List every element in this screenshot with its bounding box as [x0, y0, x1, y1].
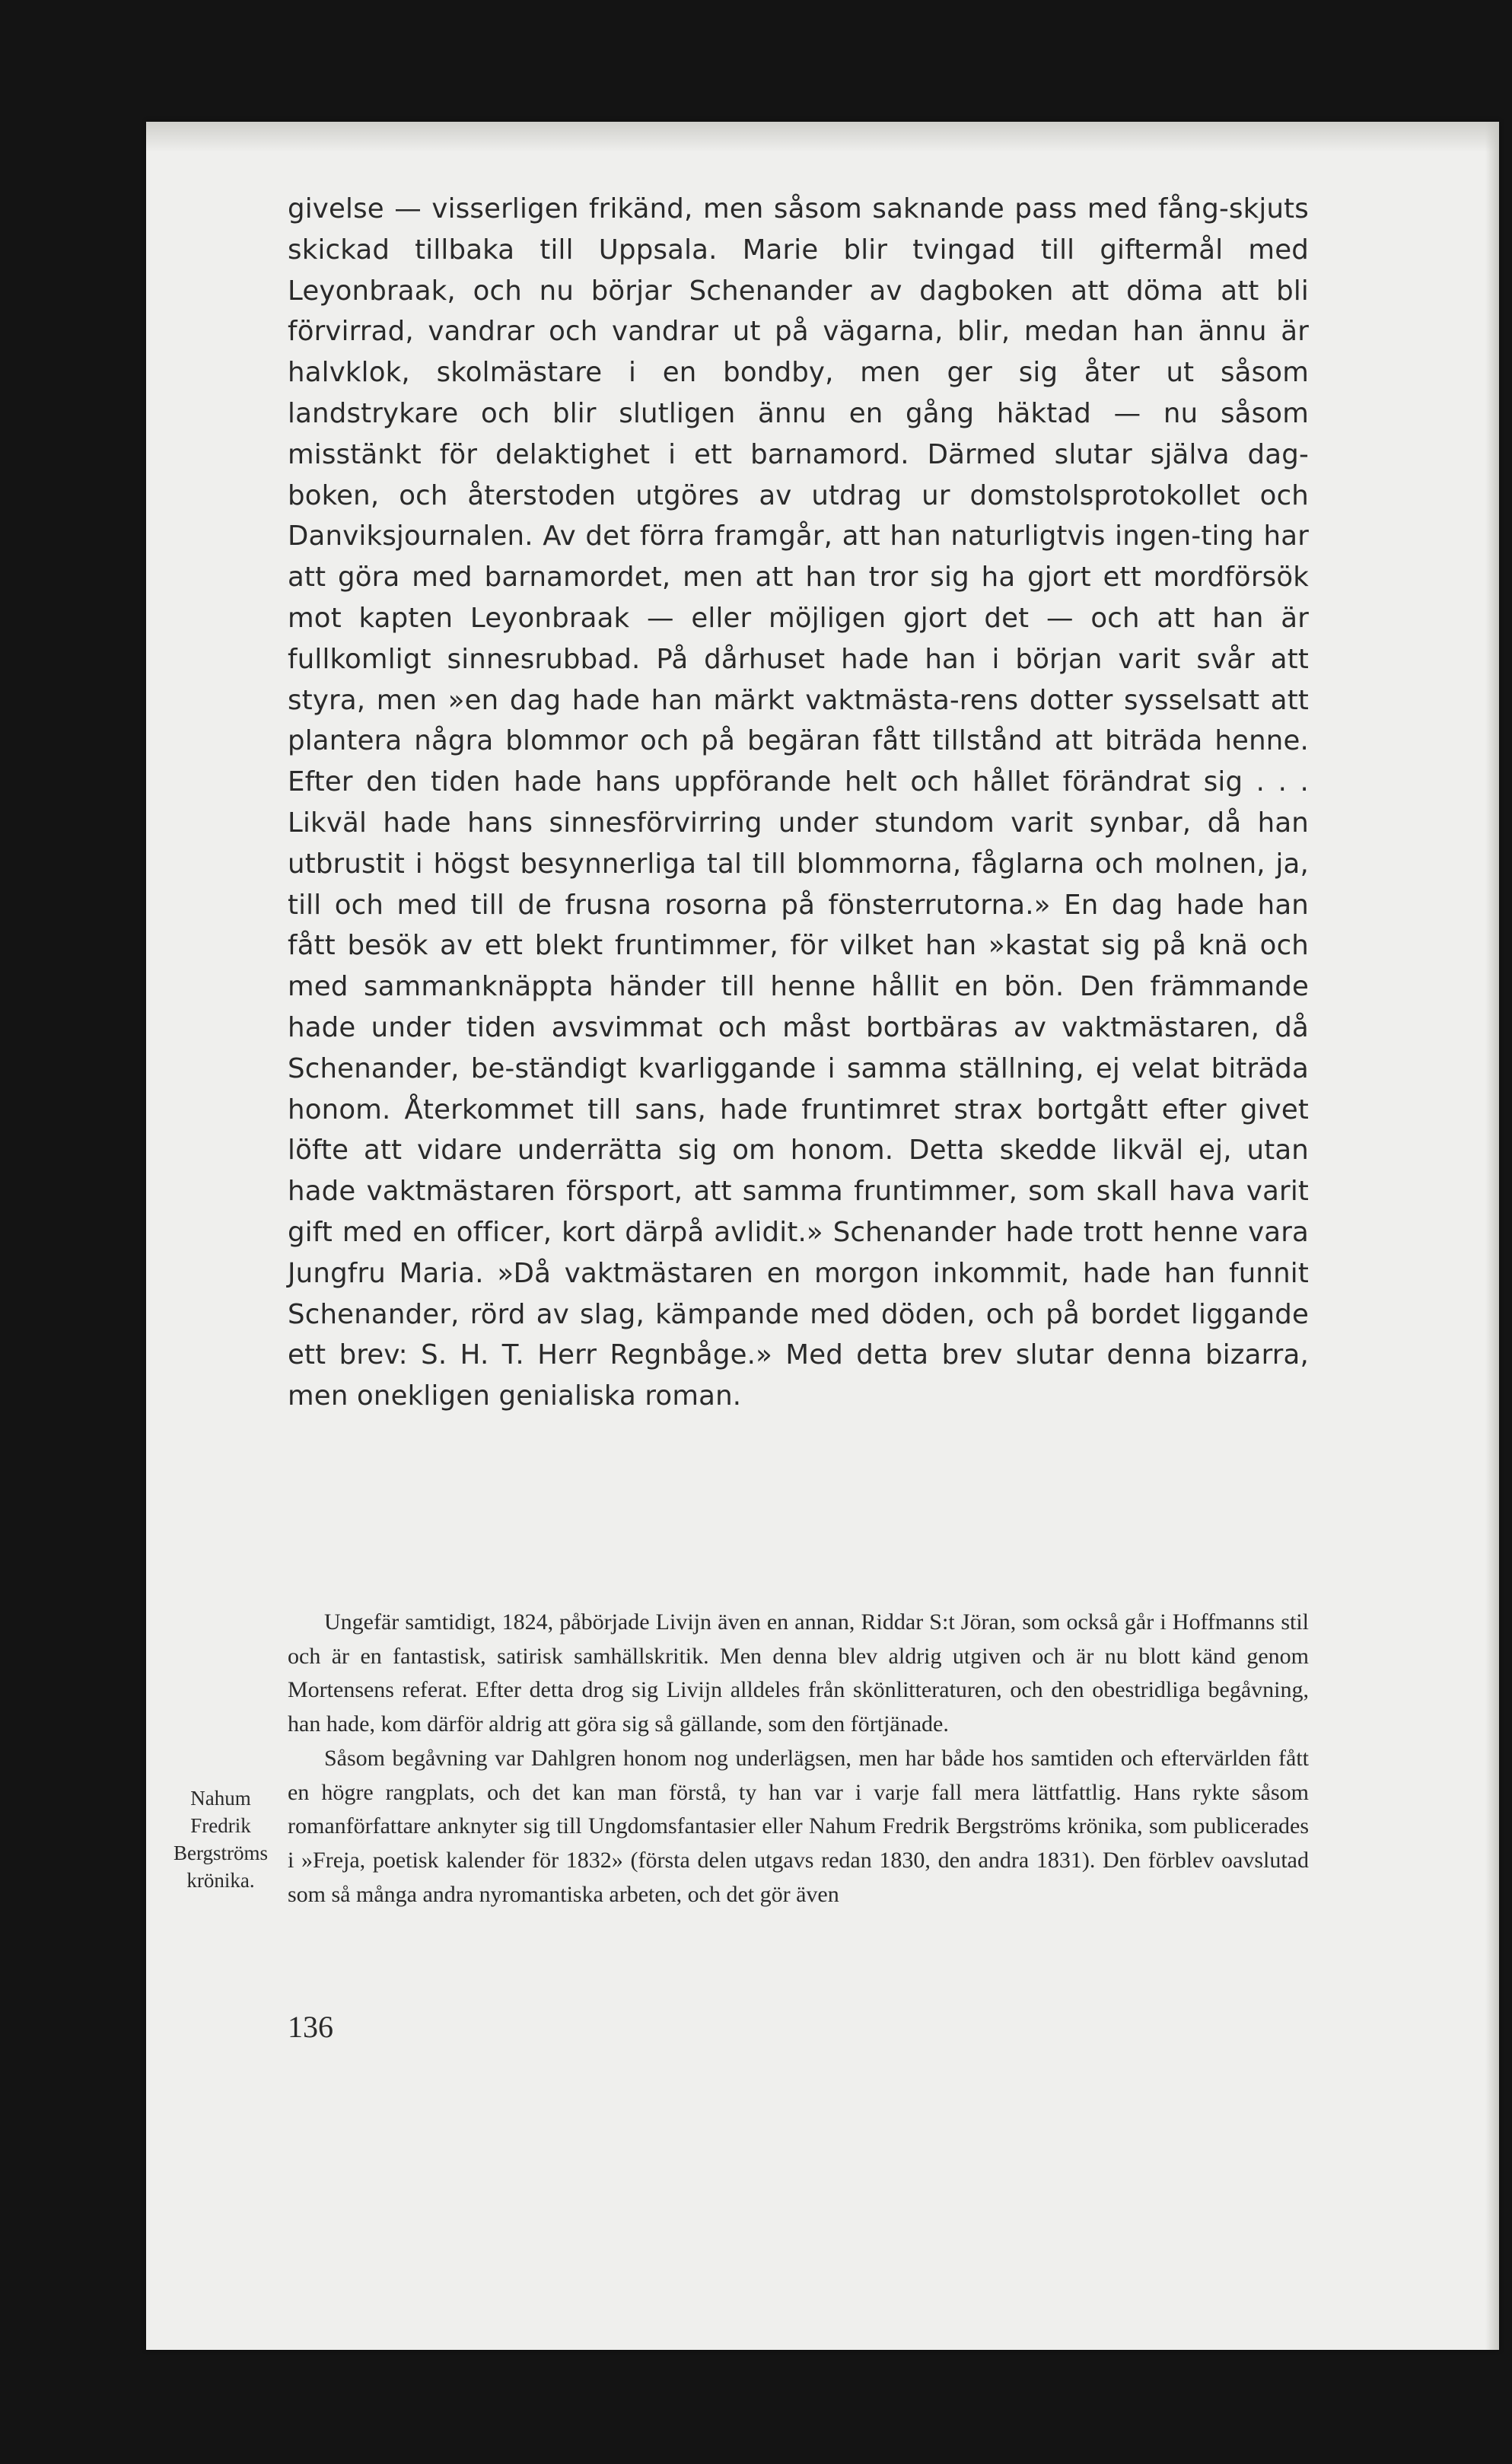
- small-paragraph-livijn: Ungefär samtidigt, 1824, påbörjade Livijn även en annan, Riddar S:t Jöran, som också går i Hoffmanns stil och är en fantastisk, satirisk samhällskritik. Men denna blev aldrig utgiven och är nu blott känd genom Mortensens referat. Efter detta drog sig Livijn alldeles från skönlitteraturen, och den obestridliga begåvning, han hade, kom därför aldrig att göra sig så gällande, som den förtjänade.: [288, 1609, 1309, 1737]
- small-text-block: [288, 1606, 1309, 1912]
- margin-note-line: Nahum: [190, 1787, 251, 1810]
- page-number: 136: [288, 2010, 333, 2044]
- main-paragraph: givelse — visserligen frikänd, men såsom saknande pass med fång-skjuts skickad tillbaka till Uppsala. Marie blir tvingad till giftermål med Leyonbraak, och nu börjar Schenander av dagboken att döma att bli förvirrad, vandrar och vandrar ut på vägarna, blir, medan han ännu är halvklok, skolmästare i en bondby, men ger sig åter ut såsom landstrykare och blir slutligen ännu en gång häktad — nu såsom misstänkt för delaktighet i ett barnamord. Därmed slutar själva dag-boken, och återstoden utgöres av utdrag ur domstolsprotokollet och Danviksjournalen. Av det förra framgår, att han naturligtvis ingen-ting har att göra med barnamordet, men att han tror sig ha gjort ett mordförsök mot kapten Leyonbraak — eller möjligen gjort det — och att han är fullkomligt sinnesrubbad. På dårhuset hade han i början varit svår att styra, men »en dag hade han märkt vaktmästa-rens dotter sysselsatt att plantera några blommor och på begäran fått tillstånd att biträda henne. Efter den tiden hade hans uppförande helt och hållet förändrat sig . . . Likväl hade hans sinnesförvirring under stundom varit synbar, då han utbrustit i högst besynnerliga tal till blommorna, fåglarna och molnen, ja, till och med till de frusna rosorna på fönsterrutorna.» En dag hade han fått besök av ett blekt fruntimmer, för vilket han »kastat sig på knä och med sammanknäppta händer till henne hållit en bön. Den främmande hade under tiden avsvimmat och måst bortbäras av vaktmästaren, då Schenander, be-ständigt kvarliggande i samma ställning, ej velat biträda honom. Återkommet till sans, hade fruntimret strax bortgått efter givet löfte att vidare underrätta sig om honom. Detta skedde likväl ej, utan hade vaktmästaren försport, att samma fruntimmer, som skall hava varit gift med en officer, kort därpå avlidit.» Schenander hade trott henne vara Jungfru Maria. »Då vaktmästaren en morgon inkommit, hade han funnit Schenander, rörd av slag, kämpande med döden, och på bordet liggande ett brev: S. H. T. Herr Regnbåge.» Med detta brev slutar denna bizarra, men onekligen genialiska roman.: [288, 193, 1309, 1412]
- main-text-block: [288, 189, 1309, 1417]
- page-right-edge: [1485, 122, 1499, 2350]
- margin-note: [156, 1784, 285, 1894]
- margin-note-line: Bergströms: [173, 1842, 268, 1864]
- small-paragraph-dahlgren: Såsom begåvning var Dahlgren honom nog underlägsen, men har både hos samtiden och eftervärlden fått en högre rangplats, och det kan man förstå, ty han var i varje fall mera lättfattlig. Hans rykte såsom romanförfattare anknyter sig till Ungdomsfantasier eller Nahum Fredrik Bergströms krönika, som publicerades i »Freja, poetisk kalender för 1832» (första delen utgavs redan 1830, den andra 1831). Den förblev oavslutad som så många andra nyromantiska arbeten, och det gör även: [288, 1745, 1309, 1907]
- margin-note-line: Fredrik: [190, 1814, 251, 1837]
- margin-note-line: krönika.: [186, 1869, 255, 1892]
- page-top-shadow: [146, 122, 1499, 152]
